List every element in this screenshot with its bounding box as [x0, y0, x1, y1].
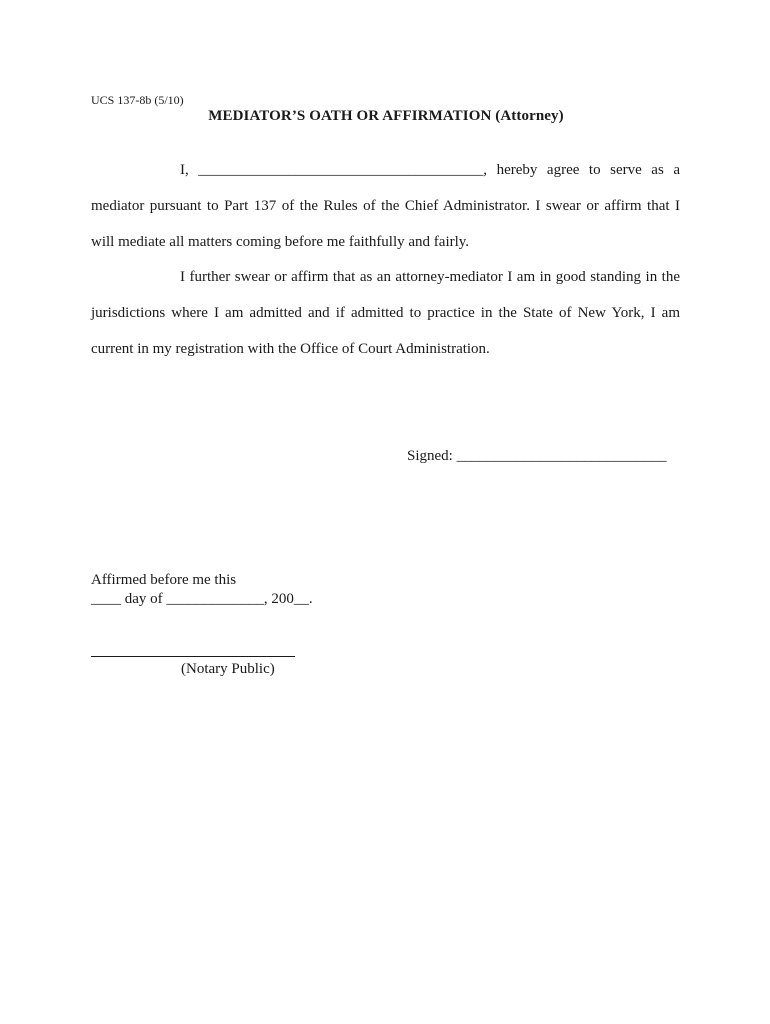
standing-line-3: current in my registration with the Office of Court Administration. [91, 341, 490, 357]
affirmed-before-me: Affirmed before me this [91, 572, 237, 588]
standing-line-1: I further swear or affirm that as an attorney-mediator I am in good standing in the [180, 269, 680, 285]
notary-signature-line [91, 656, 295, 657]
affirmed-date-line: ____ day of _____________, 200__. [91, 591, 313, 607]
oath-line-3: will mediate all matters coming before me faithfully and fairly. [91, 234, 470, 250]
signature-line: Signed: ____________________________ [407, 448, 667, 464]
oath-line-name: I, ______________________________________, hereby agree to serve as a [180, 162, 680, 178]
form-code: UCS 137-8b (5/10) [91, 93, 184, 107]
document-title-text: MEDIATOR’S OATH OR AFFIRMATION (Attorney) [208, 108, 564, 124]
notary-public-label: (Notary Public) [181, 661, 275, 677]
document-title [0, 108, 770, 125]
oath-line-2: mediator pursuant to Part 137 of the Rules of the Chief Administrator. I swear or affirm that I [91, 198, 680, 214]
standing-line-2: jurisdictions where I am admitted and if admitted to practice in the State of New York, I am [91, 305, 680, 321]
